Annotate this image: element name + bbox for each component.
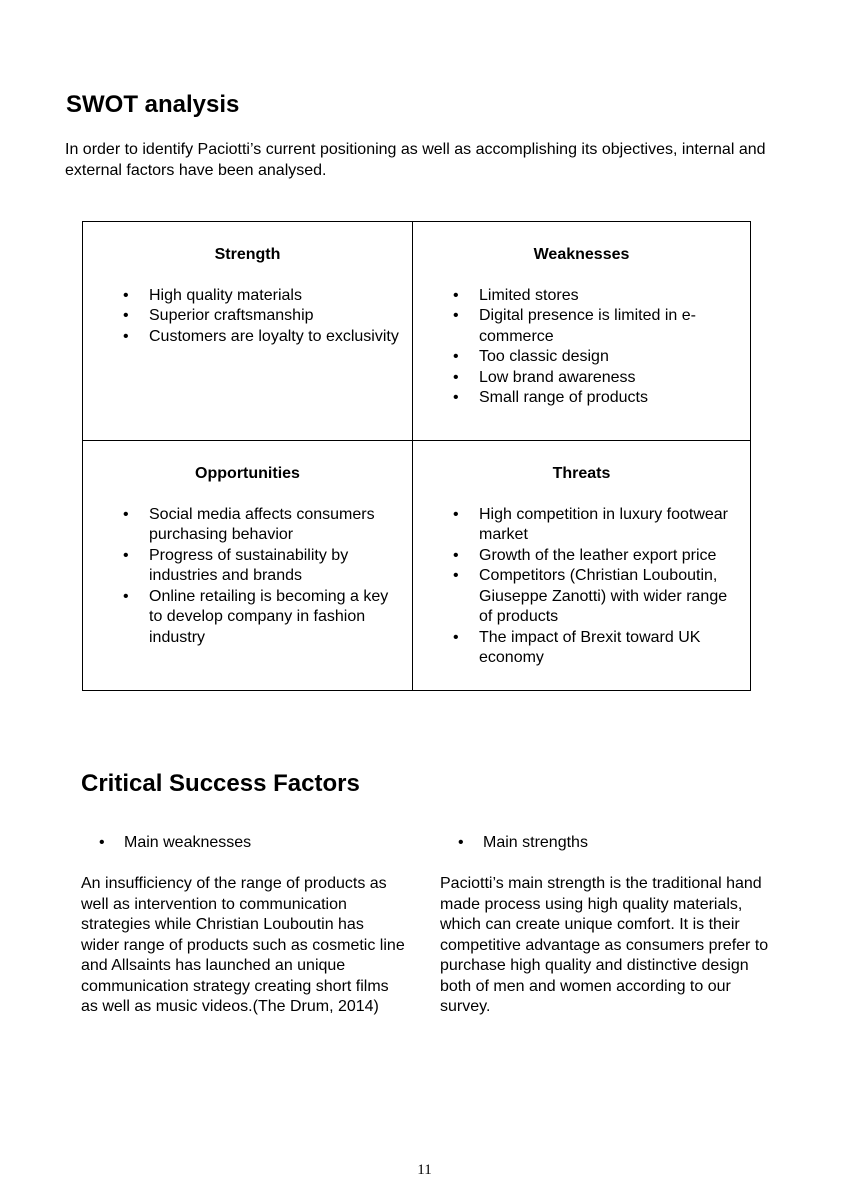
strength-title: Strength [214, 246, 281, 263]
list-item: • Social media affects consumers purchasing behavior [83, 505, 412, 546]
list-item: • Limited stores [413, 286, 750, 307]
list-item: • Customers are loyalty to exclusivity [83, 327, 412, 348]
page-number: 11 [417, 1162, 432, 1178]
list-item: • Low brand awareness [413, 368, 750, 389]
csf-left-paragraph: An insufficiency of the range of products as well as intervention to communication strategies while Christian Louboutin has wider range of products such as cosmetic line and Allsaints has launched an unique communication strategy creating short films as well as music videos.(The Drum, 2014) [81, 875, 405, 1015]
threats-list [413, 505, 750, 669]
list-item: • The impact of Brexit toward UK economy [413, 628, 750, 669]
swot-intro: In order to identify Paciotti’s current positioning as well as accomplishing its objectives, internal and external factors have been analysed. [65, 141, 766, 179]
list-item: • Superior craftsmanship [83, 306, 412, 327]
swot-weaknesses-cell [413, 222, 750, 441]
csf-left-bullet-label: Main weaknesses [124, 834, 252, 851]
swot-grid [82, 221, 751, 691]
swot-strength-cell [83, 222, 413, 441]
swot-opportunities-cell [83, 441, 413, 690]
csf-right-bullet-label: Main strengths [483, 834, 588, 851]
list-item: • Online retailing is becoming a key to develop company in fashion industry [83, 587, 412, 649]
opportunities-title: Opportunities [195, 465, 300, 482]
csf-title: Critical Success Factors [81, 770, 360, 797]
bullet-icon: • [458, 834, 464, 851]
list-item: • High competition in luxury footwear market [413, 505, 750, 546]
opportunities-list [83, 505, 412, 649]
strength-list [83, 286, 412, 348]
weaknesses-list [413, 286, 750, 409]
list-item: • Progress of sustainability by industries and brands [83, 546, 412, 587]
bullet-icon: • [99, 834, 105, 851]
list-item: • Digital presence is limited in e-commerce [413, 306, 750, 347]
list-item: • Too classic design [413, 347, 750, 368]
threats-title: Threats [552, 465, 611, 482]
swot-threats-cell [413, 441, 750, 690]
list-item: • Small range of products [413, 388, 750, 409]
list-item: • Growth of the leather export price [413, 546, 750, 567]
swot-title: SWOT analysis [66, 91, 240, 118]
list-item: • High quality materials [83, 286, 412, 307]
weaknesses-title: Weaknesses [533, 246, 630, 263]
csf-right-paragraph: Paciotti’s main strength is the traditional hand made process using high quality materials, which can create unique comfort. It is their competitive advantage as consumers prefer to purchase high quality and distinctive design both of men and women according to our survey. [440, 875, 769, 1015]
list-item: • Competitors (Christian Louboutin, Giuseppe Zanotti) with wider range of products [413, 566, 750, 628]
